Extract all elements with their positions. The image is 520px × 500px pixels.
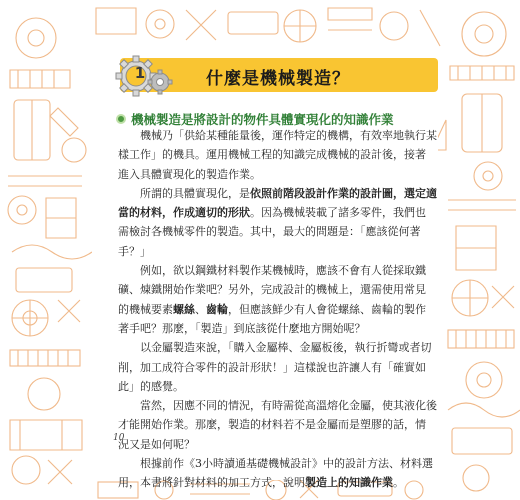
text-segment: 當然，因應不同的情況，有時需從高溫熔化金屬，使其液化後	[140, 399, 437, 413]
text-segment: 的機械要素	[118, 302, 173, 316]
text-line	[118, 203, 440, 222]
emphasis-text: 螺絲	[173, 302, 195, 316]
text-line	[118, 126, 440, 145]
text-line	[118, 473, 440, 492]
text-segment: 所謂的具體實現化，是	[140, 186, 250, 200]
emphasis-text: 製造上的知識作業	[305, 476, 393, 490]
text-line	[118, 435, 440, 454]
chapter-number: 1	[134, 64, 146, 82]
text-segment: 。	[393, 476, 404, 490]
text-segment: 樣工作」的機具。運用機械工程的知識完成機械的設計後，接著	[118, 148, 426, 162]
text-line	[118, 454, 440, 473]
paragraph	[118, 261, 440, 338]
text-segment: 況又是如何呢？	[118, 437, 195, 451]
text-line	[118, 300, 440, 319]
text-line	[118, 377, 440, 396]
paragraph	[118, 126, 440, 184]
emphasis-text: 依照前階段設計作業的設計圖，選定適	[250, 186, 437, 200]
text-segment: 礦、煉鐵開始作業吧？另外，完成設計的機械上，還需使用常見	[118, 283, 426, 297]
text-line	[118, 222, 440, 241]
emphasis-text: 齒輪	[206, 302, 228, 316]
paragraph	[118, 396, 440, 454]
body-text	[118, 126, 440, 493]
page-title: 什麼是機械製造？	[206, 69, 350, 89]
text-segment: 削，加工成符合零件的設計形狀！」這樣說也許讓人有「確實如	[118, 360, 426, 374]
text-line	[118, 338, 440, 357]
paragraph	[118, 184, 440, 261]
text-line	[118, 415, 440, 434]
text-segment: 著手吧？那麼，「製造」到底該從什麼地方開始呢？	[118, 321, 366, 335]
text-line	[118, 280, 440, 299]
paragraph	[118, 454, 440, 493]
text-line	[118, 184, 440, 203]
section-subheading-text: 機械製造是將設計的物件具體實現化的知識作業	[131, 112, 394, 127]
text-line	[118, 165, 440, 184]
text-segment: 進入具體實現化的製造作業。	[118, 167, 261, 181]
text-segment: 用，本書將針對材料的加工方式，說明	[118, 476, 305, 490]
text-segment: 、	[195, 302, 206, 316]
text-segment: 。因為機械裝載了諸多零件，我們也	[250, 206, 426, 220]
text-line	[118, 242, 440, 261]
text-segment: 才能開始作業。那麼，製造的材料若不是金屬而是塑膠的話，情	[118, 418, 426, 432]
text-line	[118, 358, 440, 377]
text-segment: 例如，欲以鋼鐵材料製作某機械時，應該不會有人從採取鐵	[140, 264, 426, 278]
text-segment: 需檢討各機械零件的製造。其中，最大的問題是：「應該從何著	[118, 225, 421, 239]
text-segment: 手？」	[118, 244, 151, 258]
text-segment: 此」的感覺。	[118, 379, 184, 393]
page-number: 10	[113, 433, 125, 443]
text-line	[118, 396, 440, 415]
paragraph	[118, 338, 440, 396]
text-line	[118, 319, 440, 338]
text-segment: ，但應該鮮少有人會從螺絲、齒輪的製作	[228, 302, 426, 316]
text-line	[118, 145, 440, 164]
text-line	[118, 261, 440, 280]
text-segment: 機械乃「供給某種能量後，運作特定的機構，有效率地執行某	[140, 129, 437, 142]
text-segment: 根據前作《3小時讀通基礎機械設計》中的設計方法、材料選	[140, 457, 433, 471]
emphasis-text: 當的材料，作成適切的形狀	[118, 206, 250, 220]
text-segment: 以金屬製造來說，「購入金屬棒、金屬板後，執行折彎或者切	[140, 341, 432, 355]
bullet-icon	[116, 114, 126, 124]
